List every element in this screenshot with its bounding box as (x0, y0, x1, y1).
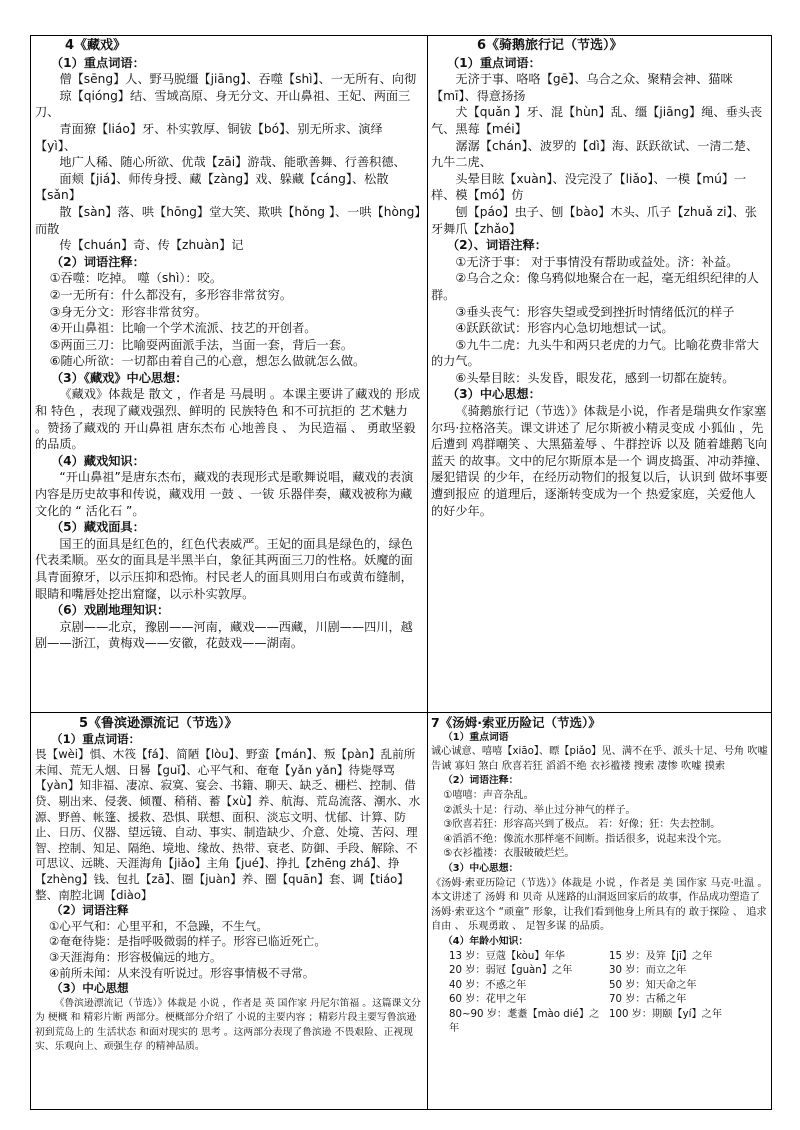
word-line: 面颊【jiá】、师传身授、藏【zàng】戏、躲藏【cáng】、松散【sǎn】 (35, 171, 389, 203)
subsection-heading: （3）中心思想： (447, 387, 541, 402)
subsection-heading: （1）重点词语： (51, 731, 141, 746)
age-item: 15 岁：及笄【jī】之年 (609, 950, 713, 962)
section-robinson (35, 716, 423, 1108)
age-item: 60 岁：花甲之年 (449, 994, 527, 1006)
age-item: 100 岁：期颐【yí】之年 (609, 1008, 723, 1020)
masks-text: 国王的面具是红色的，红色代表威严。王妃的面具是绿色的，绿色代表柔顺。巫女的面具是半黑半白，象征其两面三刀的性格。妖魔的面具青面獠牙，以示压抑和恐怖。村民老人的面具则用白布或黄布缝制，眼睛和嘴唇处挖出窟窿，以示朴实敦厚。 (35, 536, 413, 601)
note-line: ①无济于事： 对于事情没有帮助或益处。济：补益。 (455, 254, 739, 269)
subsection-heading: （2）词语注释： (443, 775, 519, 787)
worksheet-frame (30, 35, 772, 1110)
word-line: 犬【quǎn 】牙、混【hùn】乱、缰【jiāng】绳、垂头丧气、黑莓【méi】 (431, 105, 763, 136)
age-item: 80~90 岁：耄耋【mào dié】之年 (449, 1008, 600, 1035)
subsection-heading: （2）、词语注释： (447, 238, 547, 253)
summary-text: 《汤姆·索亚历险记（节选）》体裁是 小说 ，作者是 美 国作家 马克·吐温 。本文讲述了 汤姆 和 贝奇 从迷路的山洞返回家后的故事，作品成功塑造了汤姆·索亚这个 “顽童” 形象，让我们看到他身上所具有的 敢于探险 、 追求自由 、 乐观勇敢 、 足智多谋 的品质。 (431, 877, 768, 933)
word-line: 散【sàn】落、哄【hōng】堂大笑、欺哄【hǒng 】、一哄【hòng】而散 (35, 204, 421, 236)
note-line: ③欣喜若狂：形容高兴到了极点。 若：好像；狂：失去控制。 (443, 819, 721, 831)
subsection-heading: （3）《藏戏》中心思想： (51, 370, 188, 385)
note-line: ②一无所有：什么都没有，多形容非常贫穷。 (49, 287, 293, 302)
word-list: 诚心诚意、嘻嘻【xiāo】、瞟【piǎo】见、满不在乎、派头十足、号角 吹嘘 告诫 寡妇 煞白 欣喜若狂 滔滔不绝 衣衫褴褛 搜索 凄惨 吹嘘 摸索 (431, 746, 768, 772)
word-line: 地广人稀、随心所欲、优哉【zāi】游哉、能歌善舞、行善积德、 (59, 155, 406, 170)
word-line: 琼【qióng】结、雪域高原、身无分文、开山鼻祖、王妃、两面三刀、 (35, 88, 411, 120)
row-divider (31, 712, 771, 713)
note-line: ②派头十足：行动、举止过分神气的样子。 (443, 804, 636, 816)
subsection-heading: （4）年龄小知识： (443, 935, 529, 947)
knowledge-text: “开山鼻祖”是唐东杰布，藏戏的表现形式是歌舞说唱，藏戏的表演内容是历史故事和传说，藏戏用 一鼓 、一钹 乐器伴奏，藏戏被称为藏文化的 “ 活化石 ”。 (35, 470, 414, 518)
section-nils (431, 38, 769, 710)
note-line: ④开山鼻祖：比喻一个学术流派、技艺的开创者。 (49, 321, 317, 336)
note-line: ①嘻嘻：声音杂乱。 (443, 789, 534, 801)
word-line: 青面獠【liáo】牙、朴实敦厚、铜钹【bó】、别无所求、演绎【yì】、 (35, 121, 383, 153)
section-zangxi (35, 38, 423, 710)
section-title: 6《骑鹅旅行记（节选）》 (477, 38, 623, 53)
age-item: 40 岁：不惑之年 (449, 979, 527, 991)
note-line: ④前所未闻：从来没有听说过。形容事情极不寻常。 (48, 965, 315, 980)
summary-text: 《骑鹅旅行记（节选）》体裁是小说，作者是瑞典女作家塞尔玛·拉格洛芙。课文讲述了 尼尔斯被小精灵变成 小狐仙 ，先后遭到 鸡群嘲笑 、大黑猫羞辱 、牛群控诉 以及 随着雄鹅飞向蓝天 的故事。文中的尼尔斯原本是一个 调皮捣蛋、冲动莽撞、屡犯错误 的少年，在经历动物们的报复以后，认识到 做坏事要遭到报应 的道理后，逐渐转变成为一个 热爱家庭，关爱他人 的好少年。 (431, 404, 768, 518)
summary-text: 《藏戏》体裁是 散文 ，作者是 马晨明 。本课主要讲了藏戏的 形成 和 特色 ，表现了藏戏强烈、鲜明的 民族特色 和不可抗拒的 艺术魅力 。赞扬了藏戏的 开山鼻祖 唐东杰布 心地善良 、 为民造福 、 勇敢坚毅 的品质。 (35, 387, 421, 452)
word-line: 僧【sēng】人、野马脱缰【jiāng】、吞噬【shì】、一无所有、向彻 (59, 72, 417, 87)
note-line: ④滔滔不绝：像流水那样毫不间断。指话很多，说起来没个完。 (443, 833, 728, 845)
age-item: 70 岁：古稀之年 (609, 994, 687, 1006)
age-item: 20 岁：弱冠【guàn】之年 (449, 965, 573, 977)
note-line: ⑤两面三刀：比喻耍两面派手法，当面一套，背后一套。 (49, 337, 354, 352)
note-line: ②奄奄待毙：是指呼吸微弱的样子。形容已临近死亡。 (48, 934, 326, 949)
section-title: 5《鲁滨逊漂流记（节选）》 (79, 716, 238, 731)
word-line: 刨【páo】虫子、刨【bào】木头、爪子【zhuǎ zi】、张牙舞爪【zhǎo】 (431, 204, 757, 236)
note-line: ④跃跃欲试：形容内心急切地想试一试。 (455, 321, 674, 336)
note-line: ⑥随心所欲：一切都由着自己的心意，想怎么做就怎么做。 (49, 354, 366, 369)
subsection-heading: （3）中心思想： (443, 862, 519, 874)
word-line: 传【chuán】奇、传【zhuàn】记 (59, 238, 244, 253)
note-line: ③天涯海角：形容极偏远的地方。 (48, 949, 222, 964)
note-line: ③垂头丧气：形容失望或受到挫折时情绪低沉的样子 (455, 304, 735, 319)
age-item: 13 岁：豆蔻【kòu】年华 (449, 950, 565, 962)
subsection-heading: （3）中心思想 (51, 981, 129, 996)
geo-text: 京剧——北京，豫剧——河南，藏戏——西藏，川剧——四川，越剧——浙江，黄梅戏——安徽，花鼓戏——湖南。 (35, 619, 413, 651)
age-table (431, 950, 769, 1038)
column-divider (427, 36, 428, 1109)
word-line: 潺潺【chán】、波罗的【dì】海、跃跃欲试、一清二楚、九牛二虎、 (431, 138, 759, 170)
subsection-heading: （2）词语注释： (51, 254, 145, 269)
subsection-heading: （1）重点词语： (51, 55, 145, 70)
word-line: 无济于事、咯咯【gē】、乌合之众、聚精会神、猫咪【mī】、得意扬扬 (431, 72, 733, 103)
section-title: 7《汤姆·索亚历险记（节选）》 (431, 716, 601, 730)
subsection-heading: （6）戏剧地理知识： (51, 603, 170, 618)
note-line: ①吞噬：吃掉。 噬（shì）：咬。 (49, 271, 223, 286)
note-line: ①心平气和：心里平和，不急躁，不生气。 (48, 918, 268, 933)
subsection-heading: （1）重点词语 (443, 731, 509, 743)
note-line: ③身无分文：形容非常贫穷。 (49, 304, 207, 319)
subsection-heading: （5）藏戏面具： (51, 520, 145, 535)
note-line: ⑤衣衫褴褛：衣服破破烂烂。 (443, 848, 575, 860)
age-item: 30 岁：而立之年 (609, 965, 687, 977)
note-line: ⑥头晕目眩：头发昏，眼发花，感到一切都在旋转。 (455, 370, 735, 385)
note-line: ⑤九牛二虎：九头牛和两只老虎的力气。比喻花费非常大的力气。 (431, 337, 759, 369)
subsection-heading: （1）重点词语： (447, 55, 541, 70)
subsection-heading: （2）词语注释 (51, 903, 129, 918)
age-item: 50 岁：知天命之年 (609, 979, 697, 991)
subsection-heading: （4）藏戏知识： (51, 453, 145, 468)
word-line: 头晕目眩【xuàn】、没完没了【liǎo】、一模【mú】一样、模【mó】仿 (431, 171, 747, 203)
summary-text: 《鲁滨逊漂流记（节选）》体裁是 小说 ，作者是 英 国作家 丹尼尔笛福 。这篇课文分为 梗概 和 精彩片断 两部分。梗概部分介绍了 小说的主要内容 ；精彩片段主要写鲁滨逊初到荒岛上的 生活状态 和面对现实的 思考 。这两部分表现了鲁滨逊 不畏艰险、正视现实、乐观向上、顽强生存 的精神品质。 (35, 997, 422, 1052)
section-title: 4《藏戏》 (65, 38, 127, 53)
section-tom-sawyer (431, 716, 769, 1108)
note-line: ②乌合之众：像乌鸦似地聚合在一起，毫无组织纪律的人群。 (431, 271, 759, 302)
word-list: 畏【wèi】惧、木筏【fá】、简陋【lòu】、野蛮【mán】、叛【pàn】乱前所未闻、荒无人烟、日晷【guǐ】、心平气和、奄奄【yǎn yǎn】待毙辱骂【yàn】知非福、凄凉、寂寞、宴会、书籍、聊天、缺乏、栅栏、控制、借贷、剔出来、侵袭、倾覆、稍稍、蓄【xù】养、航海、荒岛流落、潮水、水源、野兽、帐篷、援救、恐惧、联想、面积、淡忘文明、忧郁、计算、防止、日历、仪器、望远镜、自动、事实、制造缺少、介意、处境、苦闷、理智、控制、知足、隔绝、境地、缘故、热带、衰老、防御、手段、解除、不可思议、远眺、天涯海角【jiǎo】主角【jué】、挣扎【zhēng zhá】、挣【zhèng】钱、包扎【zā】、圈【juàn】养、圈【quān】套、调【tiáo】整、南腔北调【diào】 (35, 747, 421, 902)
